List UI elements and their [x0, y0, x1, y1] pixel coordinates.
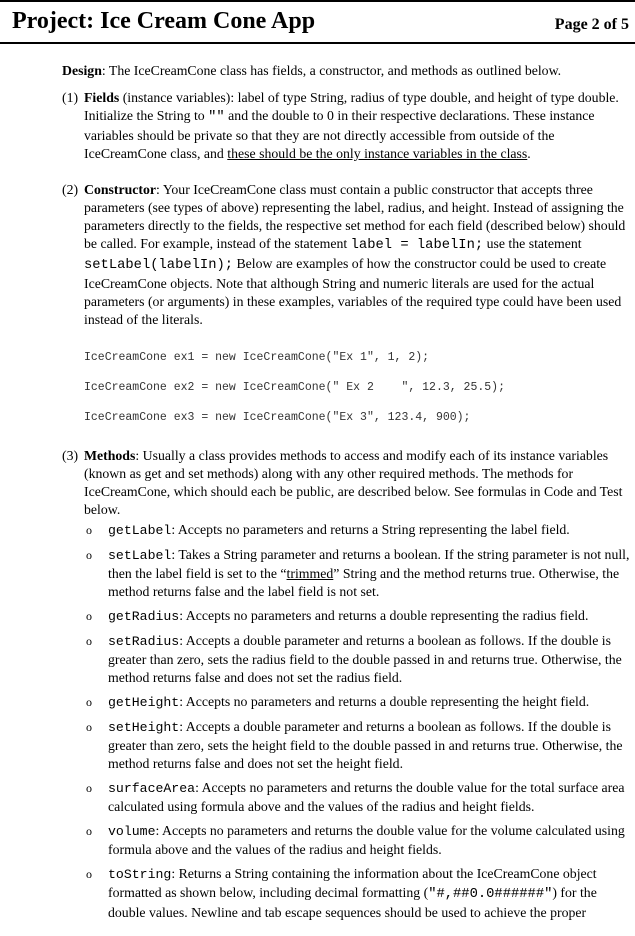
code-example: IceCreamCone ex1 = new IceCreamCone("Ex 1", 1, 2); — [84, 351, 430, 364]
method-name: volume — [108, 824, 156, 839]
constructor-text: : Your IceCreamCone class must contain a public constructor that accepts three parameters (see types of above) representing the label, radius, and height. Instead of assigning the parameters directly to the fields, the respective set method for each field (described below) should be called. For example, instead of the statement — [84, 182, 626, 251]
document-body — [62, 62, 632, 936]
method-description: : Accepts no parameters and returns the double value for the volume calculated using formula above and the values of the radius and height fields. — [108, 823, 625, 857]
fields-underlined-text: these should be the only instance variables in the class — [227, 146, 528, 161]
code-example: IceCreamCone ex2 = new IceCreamCone(" Ex 2 ", 12.3, 25.5); — [84, 381, 505, 394]
method-description: : Accepts a double parameter and returns a boolean as follows. If the double is greater than zero, sets the radius field to the double passed in and returns true. Otherwise, the method returns false and does not set the radius field. — [108, 633, 622, 685]
list-item — [84, 632, 632, 687]
method-description: : Accepts no parameters and returns a double representing the height field. — [179, 694, 590, 709]
list-item — [84, 865, 632, 922]
page-header — [0, 0, 635, 44]
list-item — [84, 521, 632, 540]
methods-paragraph — [84, 447, 632, 519]
bullet-icon: o — [86, 824, 92, 838]
fields-text: (instance variables): label of type String, radius of type double, and height of type double. Initialize the String to — [84, 90, 619, 123]
constructor-paragraph — [84, 181, 632, 329]
method-name: toString — [108, 867, 172, 882]
document-title: Project: Ice Cream Cone App — [12, 8, 316, 34]
fields-end: . — [527, 146, 531, 161]
method-description-2: ” String and the method returns true. Otherwise, the method returns false and the label field is not set. — [108, 566, 620, 599]
constructor-section — [62, 181, 632, 439]
list-item — [84, 693, 632, 712]
bullet-icon: o — [86, 720, 92, 734]
design-paragraph — [62, 62, 632, 80]
method-name: getHeight — [108, 695, 180, 710]
fields-label: Fields — [84, 90, 120, 105]
bullet-icon: o — [86, 781, 92, 795]
bullet-icon: o — [86, 548, 92, 562]
methods-list — [84, 521, 632, 922]
method-description: : Takes a String parameter and returns a boolean. If the string parameter is not null, then the label field is set to the “ — [108, 547, 630, 581]
section-number: (1) — [62, 90, 79, 105]
design-text: : The IceCreamCone class has fields, a constructor, and methods as outlined below. — [101, 63, 562, 78]
methods-intro: : Usually a class provides methods to access and modify each of its instance variables (known as get and set methods) along with any other required methods. The methods for IceCreamCone, which should each be public, are described below. See formulas in Code and Test below. — [84, 448, 623, 517]
bullet-icon: o — [86, 695, 92, 709]
method-name: setLabel — [108, 548, 172, 563]
page-number: Page 2 of 5 — [554, 16, 629, 33]
bullet-icon: o — [86, 609, 92, 623]
code-setlabel-call: setLabel(labelIn); — [84, 258, 234, 273]
constructor-text-2: use the statement — [483, 236, 582, 251]
constructor-text-3: Below are examples of how the constructor could be used to create IceCreamCone objects. Note that although String and numeric literals are used for the actual parameters (or arguments) in these examples, variables of the required type could have been used instead of the literals. — [84, 256, 622, 327]
method-description: : Accepts no parameters and returns a String representing the label field. — [171, 522, 570, 537]
method-description: : Accepts no parameters and returns the double value for the total surface area calculated using formula above and the values of the radius and height fields. — [108, 780, 625, 814]
section-number: (2) — [62, 182, 79, 197]
fields-section — [62, 89, 632, 163]
method-name: surfaceArea — [108, 781, 196, 796]
methods-section — [62, 447, 632, 928]
methods-label: Methods — [84, 448, 136, 463]
method-name: setHeight — [108, 720, 180, 735]
list-item — [84, 718, 632, 773]
method-description: : Returns a String containing the information about the IceCreamCone object formatted as shown below, including decimal formatting ( — [108, 866, 597, 900]
bullet-icon: o — [86, 634, 92, 648]
code-example: IceCreamCone ex3 = new IceCreamCone("Ex 3", 123.4, 900); — [84, 411, 471, 424]
underlined-word: trimmed — [286, 566, 334, 581]
empty-string-literal: "" — [208, 110, 225, 125]
method-name: setRadius — [108, 634, 180, 649]
list-item — [84, 822, 632, 859]
fields-text-2: and the double to 0 in their respective declarations. These instance variables should be private so that they are not directly accessible from outside of the IceCreamCone class, and — [84, 108, 595, 161]
code-label-assignment: label = labelIn; — [350, 238, 484, 253]
constructor-label: Constructor — [84, 182, 157, 197]
decimal-format-pattern: "#,##0.0######" — [428, 887, 553, 902]
design-label: Design — [62, 63, 102, 78]
method-description: : Accepts a double parameter and returns a boolean as follows. If the double is greater than zero, sets the height field to the double passed in and returns true. Otherwise, the method returns false and does not set the height field. — [108, 719, 623, 771]
method-description: : Accepts no parameters and returns a double representing the radius field. — [179, 608, 589, 623]
list-item — [84, 779, 632, 816]
list-item — [84, 546, 632, 601]
method-name: getLabel — [108, 523, 172, 538]
bullet-icon: o — [86, 523, 92, 537]
bullet-icon: o — [86, 867, 92, 881]
fields-paragraph — [84, 89, 632, 163]
section-number: (3) — [62, 448, 79, 463]
method-name: getRadius — [108, 609, 180, 624]
list-item — [84, 607, 632, 626]
method-description-2: ) for the double values. Newline and tab escape sequences should be used to achieve the proper — [108, 885, 597, 920]
